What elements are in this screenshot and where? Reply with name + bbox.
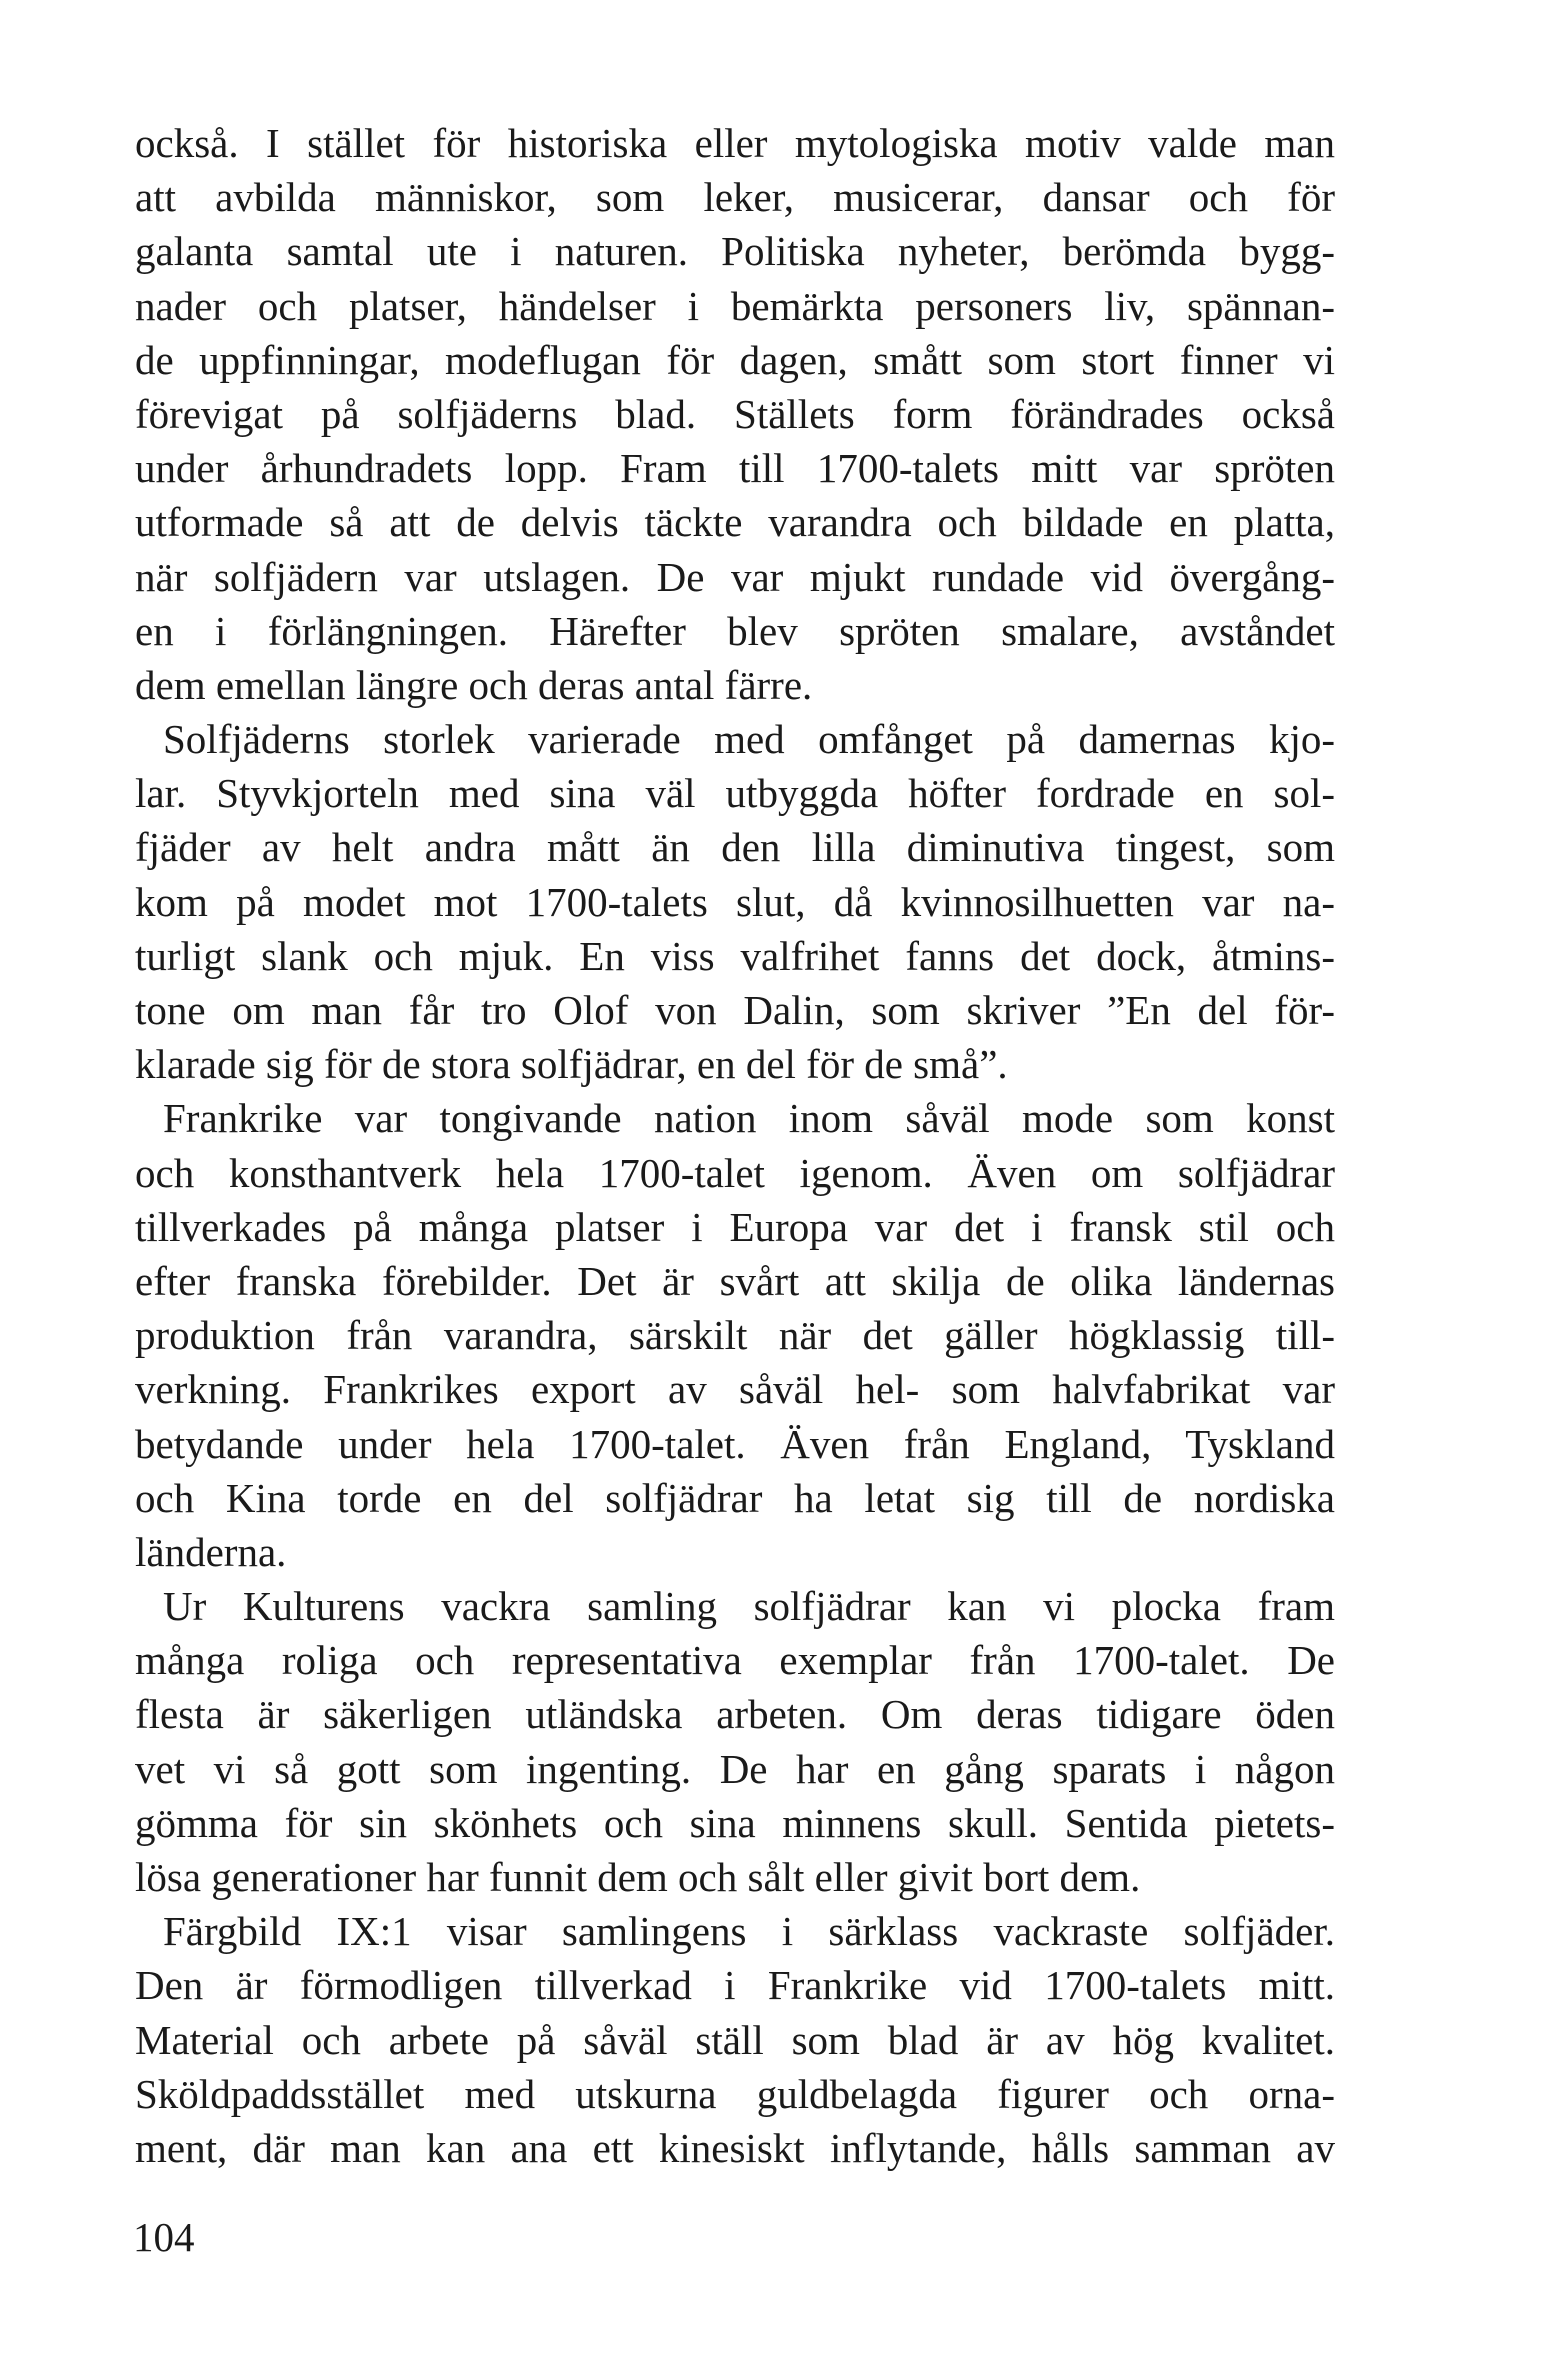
text-line: de uppfinningar, modeflugan för dagen, smått som stort finner vi [135, 336, 1335, 383]
text-line: också. I stället för historiska eller mytologiska motiv valde man [135, 120, 1335, 166]
text-line: verkning. Frankrikes export av såväl hel- som halvfabrikat var [135, 1366, 1335, 1413]
text-line: under århundradets lopp. Fram till 1700-talets mitt var spröten [135, 445, 1335, 492]
text-line: att avbilda människor, som leker, musicerar, dansar och för [135, 174, 1335, 221]
text-line: nader och platser, händelser i bemärkta personers liv, spännan- [135, 282, 1335, 329]
text-line: turligt slank och mjuk. En viss valfrihet fanns det dock, åtmins- [135, 932, 1335, 979]
text-line: länderna. [135, 1528, 287, 1575]
text-line: produktion från varandra, särskilt när det gäller högklassig till- [135, 1312, 1335, 1359]
text-line: kom på modet mot 1700-talets slut, då kvinnosilhuetten var na- [135, 878, 1335, 925]
text-line: lar. Styvkjorteln med sina väl utbyggda höfter fordrade en sol- [135, 770, 1335, 817]
text-line: ment, där man kan ana ett kinesiskt inflytande, hålls samman av [135, 2124, 1335, 2171]
text-line: galanta samtal ute i naturen. Politiska nyheter, berömda bygg- [135, 228, 1335, 275]
text-line: Sköldpaddsstället med utskurna guldbelagda figurer och orna- [135, 2070, 1335, 2117]
text-line: gömma för sin skönhets och sina minnens skull. Sentida pietets- [135, 1799, 1335, 1846]
text-line: när solfjädern var utslagen. De var mjukt rundade vid övergång- [135, 553, 1335, 600]
text-line: Färgbild IX:1 visar samlingens i särklass vackraste solfjäder. [163, 1908, 1335, 1955]
text-line: vet vi så gott som ingenting. De har en gång sparats i någon [135, 1745, 1335, 1792]
text-line: Frankrike var tongivande nation inom såväl mode som konst [163, 1095, 1335, 1142]
text-line: och konsthantverk hela 1700-talet igenom. Även om solfjädrar [135, 1149, 1335, 1196]
page-number: 104 [133, 2214, 195, 2260]
text-line: Ur Kulturens vackra samling solfjädrar kan vi plocka fram [163, 1583, 1335, 1630]
text-line: betydande under hela 1700-talet. Även från England, Tyskland [135, 1420, 1335, 1467]
text-line: förevigat på solfjäderns blad. Ställets form förändrades också [135, 390, 1335, 437]
text-line: tone om man får tro Olof von Dalin, som skriver ”En del för- [135, 987, 1335, 1033]
text-line: en i förlängningen. Härefter blev spröten smalare, avståndet [135, 607, 1335, 654]
text-line: utformade så att de delvis täckte varandra och bildade en platta, [135, 499, 1335, 546]
text-line: många roliga och representativa exemplar från 1700-talet. De [135, 1637, 1335, 1684]
text-line: lösa generationer har funnit dem och sålt eller givit bort dem. [135, 1854, 1141, 1900]
text-line: Material och arbete på såväl ställ som blad är av hög kvalitet. [135, 2016, 1335, 2063]
text-line: Den är förmodligen tillverkad i Frankrike vid 1700-talets mitt. [135, 1962, 1335, 2009]
text-line: dem emellan längre och deras antal färre. [135, 661, 813, 708]
text-line: fjäder av helt andra mått än den lilla diminutiva tingest, som [135, 824, 1335, 871]
body-text [135, 116, 1335, 2175]
text-line: tillverkades på många platser i Europa var det i fransk stil och [135, 1203, 1335, 1250]
text-line: och Kina torde en del solfjädrar ha letat sig till de nordiska [135, 1474, 1335, 1521]
text-line: Solfjäderns storlek varierade med omfånget på damernas kjo- [163, 716, 1335, 763]
text-line: efter franska förebilder. Det är svårt att skilja de olika ländernas [135, 1257, 1335, 1304]
text-line: flesta är säkerligen utländska arbeten. Om deras tidigare öden [135, 1691, 1335, 1738]
text-line: klarade sig för de stora solfjädrar, en del för de små”. [135, 1041, 1008, 1088]
